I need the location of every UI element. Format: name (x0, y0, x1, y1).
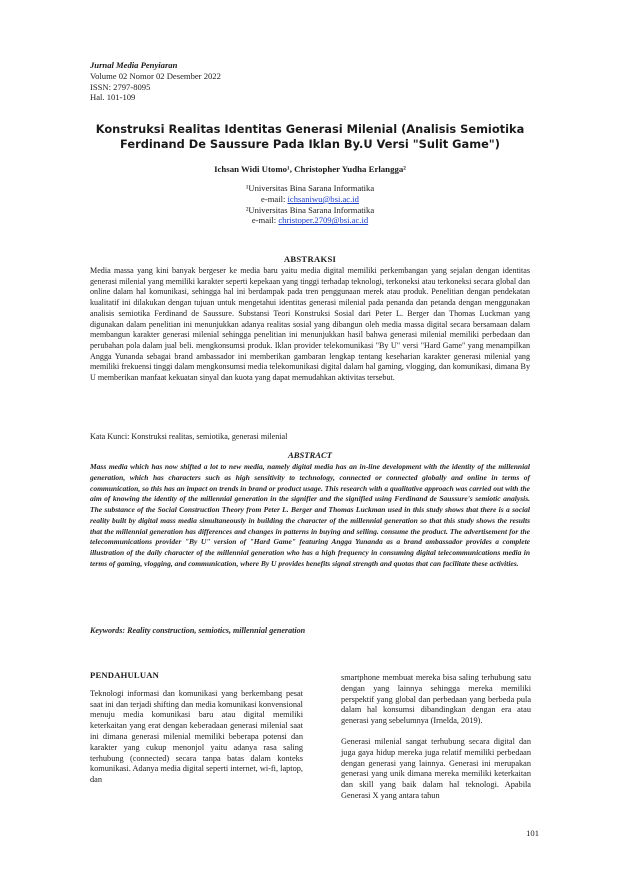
intro-left-column (90, 670, 303, 796)
paper-authors: Ichsan Widi Utomo¹, Christopher Yudha Erlangga² (214, 164, 406, 174)
journal-header (90, 60, 221, 103)
paper-title: Konstruksi Realitas Identitas Generasi Milenial (Analisis Semiotika Ferdinand De Saussure Pada Iklan By.U Versi "Sulit Game") (95, 122, 525, 151)
abstract-heading: ABSTRACT (288, 450, 332, 460)
email-link-1[interactable]: ichsaniwu@bsi.ac.id (287, 193, 359, 204)
abstrak-text: Media massa yang kini banyak bergeser ke media baru yaitu media digital memiliki perkembangan yang sejalan dengan identitas generasi milenial yang memiliki karakter seperti kepekaan yang tinggi terhadap teknologi, terkoneksi atau terkoneksi secara global dan online dalam hal komunikasi, sehingga hal ini berdampak pada tren penggunaan merek atau produk. Penelitian dengan pendekatan kualitatif ini dilakukan dengan tujuan untuk mengetahui identitas generasi milenial pada penanda dan petanda dengan menggunakan analisis semiotika Ferdinand de Saussure. Substansi Teori Konstruksi Sosial dari Peter L. Berger dan Thomas Luckman yang digunakan dalam penelitian ini menunjukkan adanya realitas sosial yang dibangun oleh media massa digital secara bersamaan dalam membangun karakter generasi milenial sehingga penelitian ini menunjukkan hasil bahwa generasi milenial memiliki perbedaan dan perubahan pola dalam jual beli. mengkonsumsi produk. Iklan provider telekomunikasi "By U" versi "Hard Game" yang menampilkan Angga Yunanda sebagai brand ambassador ini memberikan gambaran lengkap tentang keseharian karakter generasi milenial yang memiliki frekuensi tinggi dalam mengkonsumsi media telekomunikasi digital dalam hal gaming, vlogging, dan komunikasi, dimana By U memberikan manfaat kekuatan sinyal dan kuota yang dapat memudahkan aktivitas tersebut. (90, 266, 530, 383)
kata-kunci: Kata Kunci: Konstruksi realitas, semiotika, generasi milenial (90, 432, 288, 441)
intro-right-column (341, 673, 531, 812)
abstrak-heading: ABSTRAKSI (283, 254, 337, 264)
journal-volume: Volume 02 Nomor 02 Desember 2022 (90, 70, 221, 81)
affiliation-2-email-line (90, 215, 530, 226)
affiliations (90, 183, 530, 226)
page-number: 101 (526, 828, 539, 838)
email-label: e-mail: (261, 193, 288, 204)
journal-name: Jurnal Media Penyiaran (90, 60, 178, 70)
section-heading-pendahuluan: PENDAHULUAN (90, 670, 160, 680)
affiliation-1-email-line (90, 194, 530, 205)
intro-paragraph-1: Teknologi informasi dan komunikasi yang berkembang pesat saat ini dan terjadi shifting dan media komunikasi konvensional menuju media komunikasi baru atau digital memiliki keterkaitan yang erat dengan keberadaan generasi milenial saat ini dimana generasi milenial memiliki beberapa potensi dan karakter yang cukup menonjol yaitu adanya rasa saling terhubung (connected) secara tanpa batas dalam konteks komunikasi. Adanya media digital seperti internet, wi-fi, laptop, dan (90, 688, 303, 785)
email-link-2[interactable]: christoper.2709@bsi.ac.id (278, 215, 369, 226)
affiliation-1: ¹Universitas Bina Sarana Informatika (245, 183, 375, 193)
intro-paragraph-3: Generasi milenial sangat terhubung secara digital dan juga gaya hidup mereka juga relatif memiliki perbedaan dengan generasi yang lainnya. Generasi ini merupakan generasi yang unik dimana mereka memiliki keterkaitan dan skill yang baik dalam hal teknologi. Apabila Generasi X yang antara tahun (341, 736, 531, 800)
affiliation-2: ²Universitas Bina Sarana Informatika (245, 204, 375, 215)
journal-pages: Hal. 101-109 (90, 92, 136, 103)
journal-issn: ISSN: 2797-8095 (90, 81, 151, 92)
abstract-text: Mass media which has now shifted a lot to new media, namely digital media has an in-line development with the identity of the millennial generation, which has characters such as high sensitivity to technology, connected or connected globally and online in terms of communication, so this has an impact on trends in brand or product usage. This research with a qualitative approach was carried out with the aim of knowing the identity of the millennial generation in the signifier and the signified using Ferdinand de Saussure's semiotic analysis. The substance of the Social Construction Theory from Peter L. Berger and Thomas Luckman used in this study shows that there is a social reality built by digital mass media simultaneously in building the character of the millennial generation so that this study shows the results that the millennial generation has differences and changes in patterns in buying and selling. consume the product. The advertisement for the telecommunications provider "By U" version of "Hard Game" featuring Angga Yunanda as a brand ambassador provides a complete illustration of the daily character of the millennial generation who has a high frequency in consuming digital telecommunications media in terms of gaming, vlogging, and communication, where By U provides benefits signal strength and quotas that can facilitate these activities. (90, 462, 530, 568)
email-label: e-mail: (251, 215, 279, 226)
intro-paragraph-2: smartphone membuat mereka bisa saling terhubung satu dengan yang lainnya sehingga mereka memiliki perspektif yang global dan perbedaan yang berbeda pula dalam hal konsumsi dibandingkan dengan era atau generasi yang sebelumnya (Irnelda, 2019). (341, 673, 531, 726)
keywords: Keywords: Reality construction, semiotics, millennial generation (90, 626, 306, 635)
